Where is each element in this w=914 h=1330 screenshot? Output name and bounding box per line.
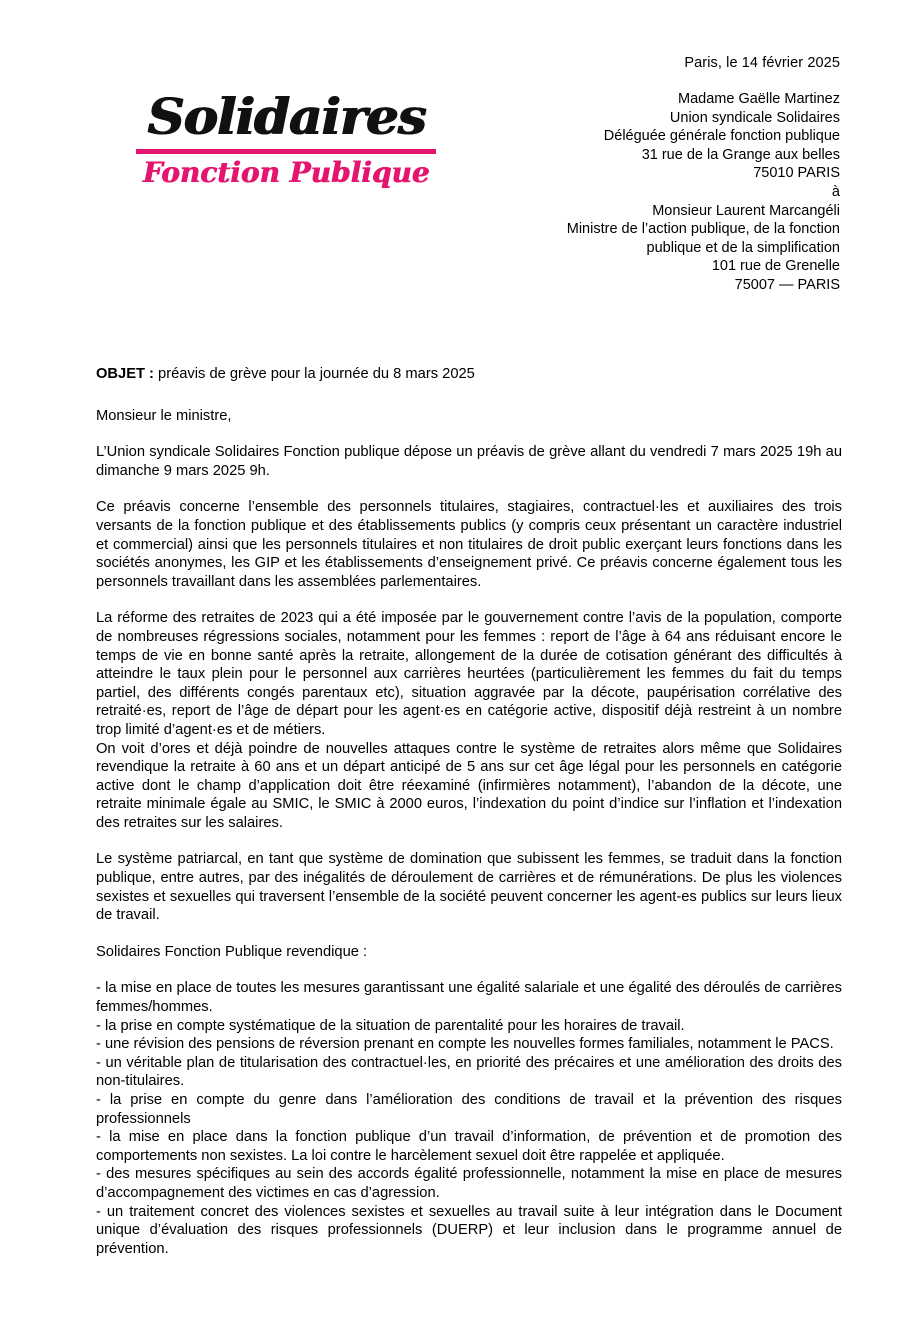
list-item: - la mise en place dans la fonction publique d’un travail d’information, de prévention et de promotion des comportements non sexistes. La loi contre le harcèlement sexuel doit être rappelée et appliquée. (96, 1129, 842, 1164)
address-line: Madame Gaëlle Martinez (678, 91, 840, 107)
paragraph: Le système patriarcal, en tant que système de domination que subissent les femmes, se traduit dans la fonction publique, entre autres, par des inégalités de déroulement de carrières et de rémunérations. De plus les violences sexistes et sexuelles qui traversent l’ensemble de la société peuvent concerner les agent-es publics sur leurs lieux de travail. (96, 851, 842, 924)
address-line: Déléguée générale fonction publique (603, 128, 840, 145)
letter-body (96, 365, 842, 1258)
address-line: Union syndicale Solidaires (669, 109, 840, 126)
address-line: 31 rue de la Grange aux belles (641, 146, 840, 163)
claims-intro: Solidaires Fonction Publique revendique : (96, 943, 368, 960)
address-line: 75010 PARIS (753, 165, 840, 182)
address-line: 101 rue de Grenelle (711, 258, 840, 275)
address-line: publique et de la simplification (646, 239, 840, 256)
list-item: - des mesures spécifiques au sein des accords égalité professionnelle, notamment la mise en place de mesures d’accompagnement des victimes en cas d’agression. (96, 1166, 842, 1201)
address-line: 75007 — PARIS (734, 276, 840, 293)
list-item: - une révision des pensions de réversion prenant en compte les nouvelles formes familiales, notamment le PACS. (96, 1036, 834, 1053)
letter-header (0, 0, 914, 310)
list-item: - un véritable plan de titularisation des contractuel·les, en priorité des précaires et une amélioration des droits des non-titulaires. (96, 1054, 842, 1090)
object-line (96, 365, 842, 384)
object-label: OBJET : (96, 366, 154, 382)
paragraph: L’Union syndicale Solidaires Fonction publique dépose un préavis de grève allant du vendredi 7 mars 2025 19h au dimanche 9 mars 2025 9h. (96, 444, 842, 479)
list-item: - la prise en compte systématique de la situation de parentalité pour les horaires de travail. (96, 1017, 685, 1034)
address-line: Monsieur Laurent Marcangéli (652, 202, 840, 219)
address-line: à (831, 183, 840, 200)
solidaires-logo (136, 87, 436, 189)
logo-main-text: Solidaires (146, 87, 426, 146)
date-line: Paris, le 14 février 2025 (684, 55, 840, 71)
paragraph: Ce préavis concerne l’ensemble des personnels titulaires, stagiaires, contractuel·les et auxiliaires des trois versants de la fonction publique et des établissements publics (y compris ceux présentant un caractère industriel et commercial) ainsi que les personnels titulaires et non titulaires de droit public exerçant leurs fonctions dans les sociétés anonymes, les GIP et les établissements d’enseignement privé. Ce préavis concerne également tous les personnels travaillant dans les assemblées parlementaires. (96, 499, 842, 590)
salutation: Monsieur le ministre, (96, 407, 232, 424)
logo-pink-rule (136, 149, 436, 154)
list-item: - un traitement concret des violences sexistes et sexuelles au travail suite à leur intégration dans le Document unique d’évaluation des risques professionnels (DUERP) et leur inclusion dans le programme annuel de prévention. (96, 1203, 842, 1257)
list-item: - la mise en place de toutes les mesures garantissant une égalité salariale et une égalité des déroulés de carrières femmes/hommes. (96, 980, 842, 1016)
claims-list (96, 979, 842, 1258)
paragraph: La réforme des retraites de 2023 qui a été imposée par le gouvernement contre l’avis de la population, comporte de nombreuses régressions sociales, notamment pour les femmes : report de l’âge à 64 ans réduisant encore le temps de vie en bonne santé après la retraite, allongement de la durée de cotisation générant des difficultés à atteindre le taux plein pour le personnel aux carrières heurtées (particulièrement les femmes du fait du temps partiel, des différents congés parentaux etc), situation aggravée par la décote, paupérisation corrélative des retraité·es, report de l’âge de départ pour les agent·es en catégorie active, dispositif déjà restreint à un nombre trop limité d’agent·es et de métiers. (96, 610, 842, 738)
address-line: Ministre de l’action publique, de la fonction (566, 221, 840, 238)
object-text: préavis de grève pour la journée du 8 mars 2025 (153, 366, 475, 382)
list-item: - la prise en compte du genre dans l’amélioration des conditions de travail et la prévention des risques professionnels (96, 1092, 842, 1127)
address-block (567, 90, 840, 295)
logo-sub-text: Fonction Publique (142, 156, 430, 189)
paragraph: On voit d’ores et déjà poindre de nouvelles attaques contre le système de retraites alors même que Solidaires revendique la retraite à 60 ans et un départ anticipé de 5 ans sur cet âge légal pour les personnels en catégorie active dont le champ d’application doit être réexaminé (infirmières notamment), l’abandon de la décote, une retraite minimale égale au SMIC, le SMIC à 2000 euros, l’indexation du point d’indice sur l’inflation et l’indexation des retraites sur les salaires. (96, 740, 842, 831)
